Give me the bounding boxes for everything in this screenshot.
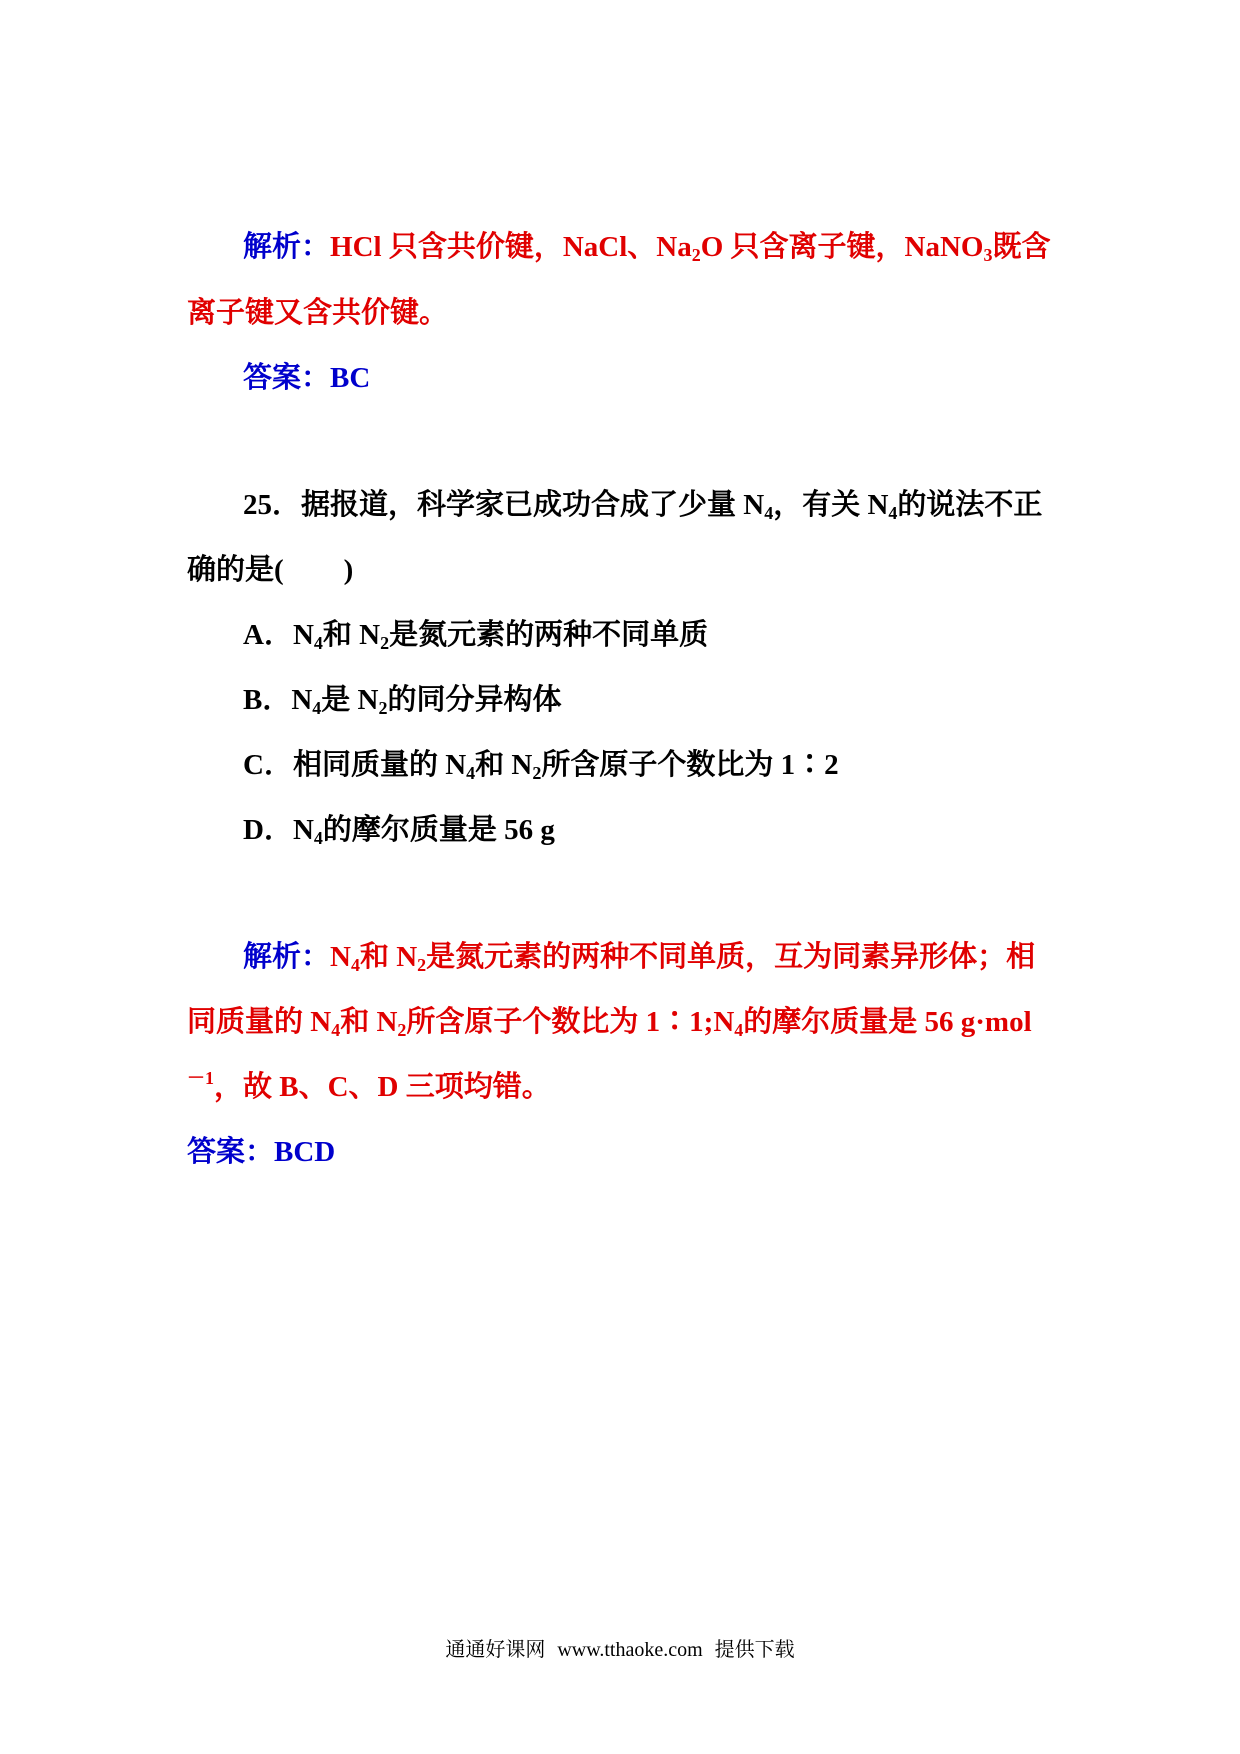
analysis-text: HCl 只含共价键，NaCl、$Na_2O$ 只含离子键，NaNO$_3$既含	[330, 231, 1051, 265]
footer-site-name: 通通好课网	[445, 1639, 546, 1661]
analysis-1-line-2: 离子键又含共价键。	[187, 297, 449, 329]
option-c: C．相同质量的 $N_4$和 $N_2$所含原子个数比为 1∶2	[243, 749, 839, 783]
analysis-2-line-2: 同质量的 $N_4$和 $N_2$所含原子个数比为 $1∶1;N_4$的摩尔质量是 56 g·mol	[187, 1006, 1032, 1040]
analysis-label: 解析：	[243, 941, 331, 973]
answer-1	[243, 358, 370, 398]
analysis-1-line-1	[243, 227, 1051, 267]
option-a: A．$N_4$和 $N_2$是氮元素的两种不同单质	[243, 619, 709, 653]
answer-2	[187, 1132, 335, 1172]
answer-label: 答案：	[187, 1136, 275, 1168]
answer-label: 答案：	[243, 362, 331, 394]
page-footer	[0, 1633, 1240, 1662]
answer-value: BC	[330, 362, 371, 394]
analysis-2-line-1	[243, 937, 1035, 977]
analysis-text: $N_4$和 $N_2$是氮元素的两种不同单质，互为同素异形体；相	[330, 941, 1036, 975]
answer-value: BCD	[274, 1136, 336, 1168]
question-25-stem-line-1: 25．据报道，科学家已成功合成了少量 $N_4$，有关 $N_4$的说法不正	[243, 489, 1043, 523]
analysis-label: 解析：	[243, 231, 331, 263]
option-d: D．$N_4$的摩尔质量是 56 g	[243, 814, 555, 848]
option-b: B．$N_4$是 $N_2$的同分异构体	[243, 684, 562, 718]
question-25-stem-line-2: 确的是( )	[187, 554, 354, 586]
footer-url: www.tthaoke.com	[557, 1639, 703, 1661]
analysis-2-line-3: $^{-1}$，故 B、C、D 三项均错。	[187, 1068, 551, 1103]
footer-suffix: 提供下载	[714, 1639, 795, 1661]
